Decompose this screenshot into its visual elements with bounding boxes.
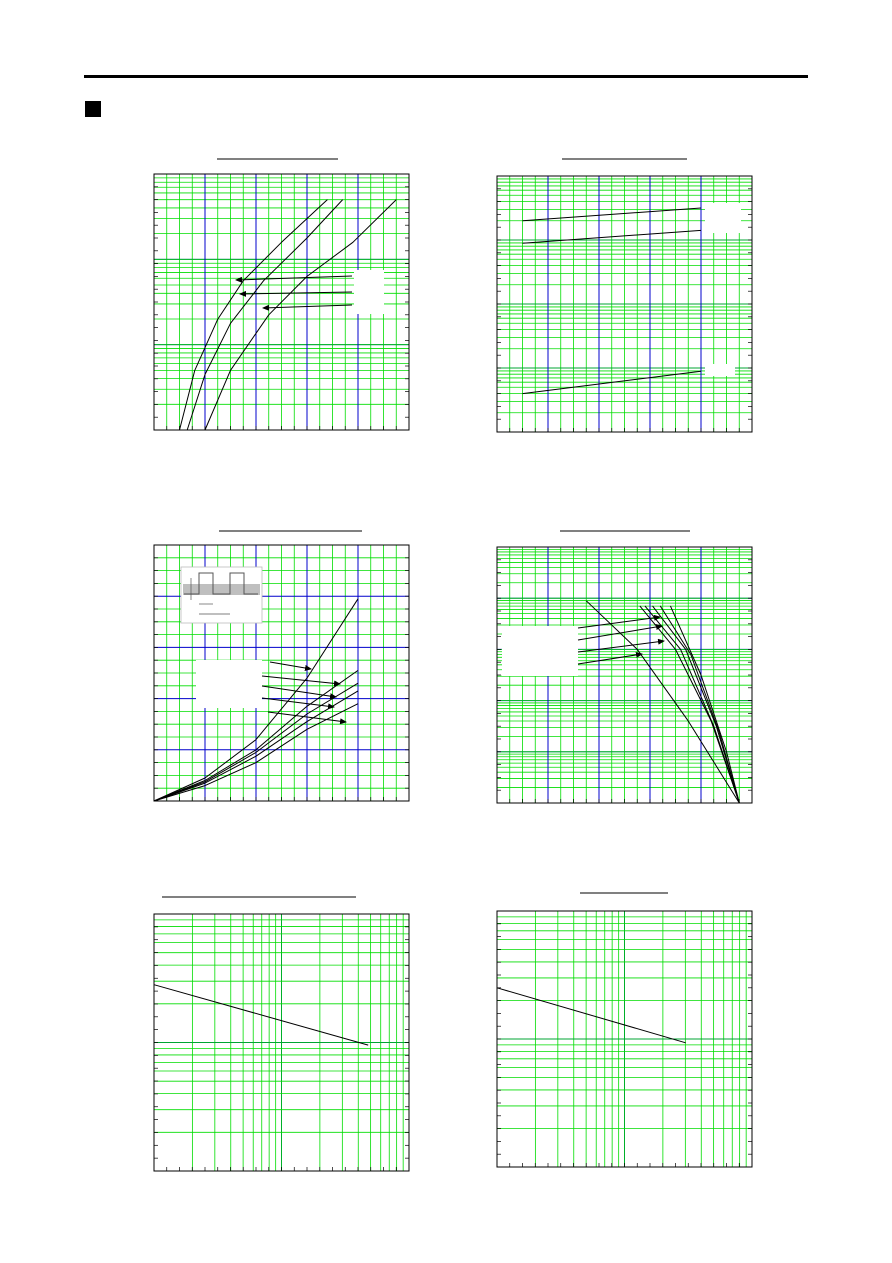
chart-top-right-legend-box-1	[705, 203, 741, 233]
chart-bottom-left	[154, 914, 409, 1171]
chart-bottom-right	[497, 911, 752, 1167]
chart-top-left	[154, 174, 409, 430]
chart-mid-left-legend-box-2	[196, 660, 262, 708]
chart-top-right-legend-box-2	[705, 364, 735, 376]
chart-bottom-right-grid	[497, 911, 752, 1167]
pulse-waveform-inset	[181, 567, 262, 623]
chart-top-left-legend-box-1	[354, 270, 384, 314]
chart-bottom-left-grid	[154, 914, 409, 1171]
chart-top-right	[497, 176, 752, 432]
chart-mid-right	[497, 547, 752, 803]
chart-mid-right-legend-box-1	[502, 626, 578, 676]
chart-mid-left	[154, 545, 409, 801]
